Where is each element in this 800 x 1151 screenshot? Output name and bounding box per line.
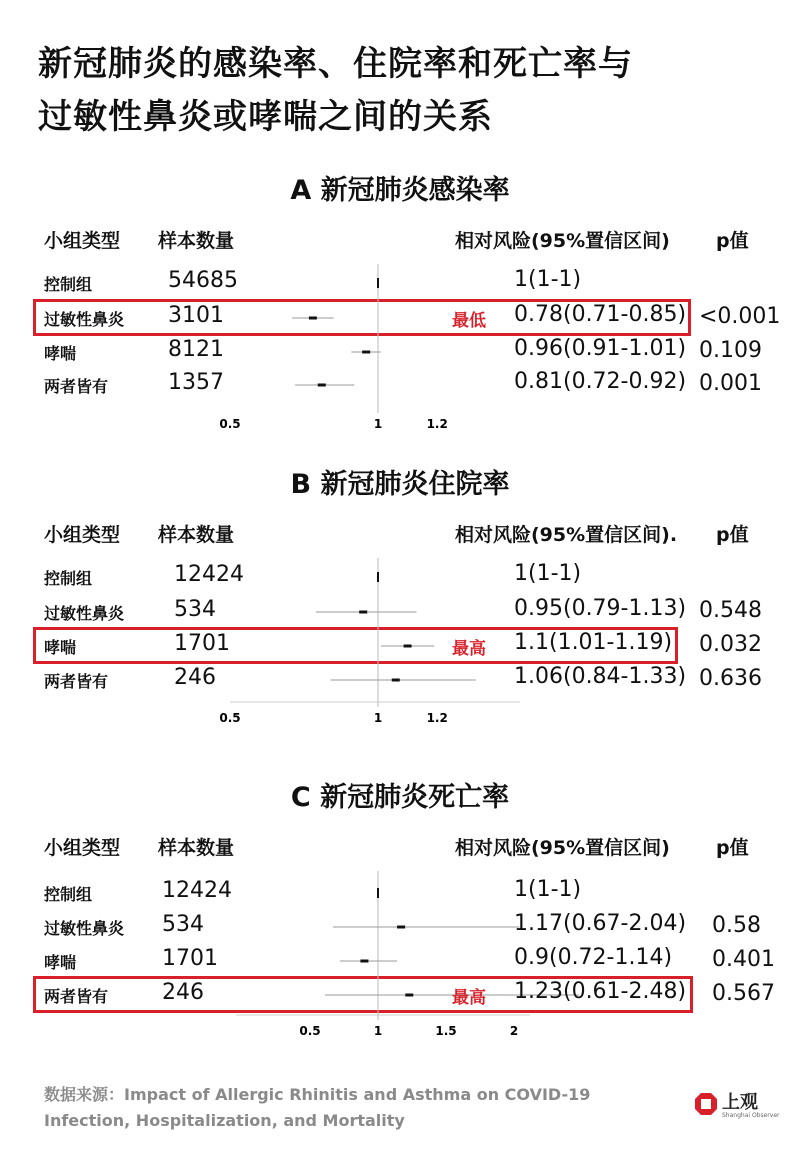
point-estimate xyxy=(405,994,413,997)
group-label: 过敏性鼻炎 xyxy=(44,919,125,938)
point-estimate xyxy=(377,572,379,582)
header-sample: 样本数量 xyxy=(158,230,235,252)
highlight-tag: 最高 xyxy=(452,988,486,1008)
logo-subtext: Shanghai Observer xyxy=(722,1112,780,1119)
panel-title: C 新冠肺炎死亡率 xyxy=(290,782,510,813)
sample-size: 534 xyxy=(174,597,216,622)
sample-size: 246 xyxy=(174,665,216,690)
p-value: 0.109 xyxy=(699,338,762,363)
main-title-line-1: 新冠肺炎的感染率、住院率和死亡率与 xyxy=(38,44,633,84)
group-label: 哮喘 xyxy=(44,344,77,363)
p-value: 0.636 xyxy=(699,666,762,691)
tick-label: 1.5 xyxy=(435,1024,457,1038)
point-estimate xyxy=(377,888,379,898)
header-rr: 相对风险(95%置信区间) xyxy=(455,837,670,859)
highlight-tag: 最低 xyxy=(452,311,486,331)
rr-ci-value: 1.06(0.84-1.33) xyxy=(514,664,687,689)
tick-label: 1.2 xyxy=(426,711,448,725)
main-title-line-2: 过敏性鼻炎或哮喘之间的关系 xyxy=(38,97,493,137)
rr-ci-value: 0.9(0.72-1.14) xyxy=(514,945,673,970)
source-note xyxy=(44,1082,604,1134)
point-estimate xyxy=(377,278,379,288)
tick-label: 0.5 xyxy=(299,1024,321,1038)
logo-mark-icon xyxy=(694,1092,718,1116)
sample-size: 246 xyxy=(162,980,204,1005)
tick-label: 1 xyxy=(373,417,383,431)
rr-ci-value: 1(1-1) xyxy=(514,561,582,586)
sample-size: 12424 xyxy=(162,878,232,903)
point-estimate xyxy=(397,926,405,929)
header-group: 小组类型 xyxy=(44,524,121,546)
group-label: 两者皆有 xyxy=(44,672,109,691)
rr-ci-value: 0.78(0.71-0.85) xyxy=(514,302,687,327)
group-label: 控制组 xyxy=(44,569,93,588)
forest-panel xyxy=(0,462,800,762)
sample-size: 1357 xyxy=(168,370,224,395)
p-value: 0.548 xyxy=(699,598,762,623)
rr-ci-value: 0.81(0.72-0.92) xyxy=(514,369,687,394)
p-value: 0.567 xyxy=(712,981,775,1006)
point-estimate xyxy=(359,611,367,614)
p-value: 0.001 xyxy=(699,371,762,396)
p-value: 0.032 xyxy=(699,632,762,657)
point-estimate xyxy=(392,679,400,682)
panel-title: B 新冠肺炎住院率 xyxy=(290,469,510,500)
rr-ci-value: 1.23(0.61-2.48) xyxy=(514,979,687,1004)
p-value: 0.401 xyxy=(712,947,775,972)
forest-panel xyxy=(0,775,800,1075)
sample-size: 1701 xyxy=(174,631,230,656)
logo xyxy=(694,1088,780,1128)
header-rr: 相对风险(95%置信区间) xyxy=(455,230,670,252)
point-estimate xyxy=(309,317,317,320)
point-estimate xyxy=(360,960,368,963)
sample-size: 8121 xyxy=(168,337,224,362)
source-text: Impact of Allergic Rhinitis and Asthma on COVID-19 Infection, Hospitalization, and Mortality xyxy=(44,1085,591,1130)
header-sample: 样本数量 xyxy=(158,524,235,546)
group-label: 哮喘 xyxy=(44,953,77,972)
rr-ci-value: 1(1-1) xyxy=(514,267,582,292)
header-rr: 相对风险(95%置信区间). xyxy=(455,524,678,546)
rr-ci-value: 1.17(0.67-2.04) xyxy=(514,911,687,936)
header-p: p值 xyxy=(716,524,749,546)
highlight-tag: 最高 xyxy=(452,639,486,659)
point-estimate xyxy=(318,384,326,387)
tick-label: 0.5 xyxy=(219,417,241,431)
sample-size: 1701 xyxy=(162,946,218,971)
rr-ci-value: 1(1-1) xyxy=(514,877,582,902)
forest-panel xyxy=(0,168,800,468)
tick-label: 1 xyxy=(373,1024,383,1038)
header-group: 小组类型 xyxy=(44,837,121,859)
panel-title: A 新冠肺炎感染率 xyxy=(290,175,510,206)
point-estimate xyxy=(404,645,412,648)
p-value: <0.001 xyxy=(699,304,781,329)
header-sample: 样本数量 xyxy=(158,837,235,859)
sample-size: 534 xyxy=(162,912,204,937)
group-label: 过敏性鼻炎 xyxy=(44,604,125,623)
sample-size: 12424 xyxy=(174,562,244,587)
tick-label: 0.5 xyxy=(219,711,241,725)
sample-size: 54685 xyxy=(168,268,238,293)
rr-ci-value: 0.95(0.79-1.13) xyxy=(514,596,687,621)
source-label: 数据来源： xyxy=(44,1085,125,1104)
header-p: p值 xyxy=(716,837,749,859)
p-value: 0.58 xyxy=(712,913,761,938)
group-label: 过敏性鼻炎 xyxy=(44,310,125,329)
group-label: 哮喘 xyxy=(44,638,77,657)
group-label: 控制组 xyxy=(44,275,93,294)
tick-label: 1 xyxy=(373,711,383,725)
point-estimate xyxy=(362,351,370,354)
logo-text: 上观 xyxy=(722,1092,758,1113)
group-label: 控制组 xyxy=(44,885,93,904)
group-label: 两者皆有 xyxy=(44,987,109,1006)
tick-label: 1.2 xyxy=(426,417,448,431)
group-label: 两者皆有 xyxy=(44,377,109,396)
rr-ci-value: 1.1(1.01-1.19) xyxy=(514,630,673,655)
sample-size: 3101 xyxy=(168,303,224,328)
header-group: 小组类型 xyxy=(44,230,121,252)
header-p: p值 xyxy=(716,230,749,252)
rr-ci-value: 0.96(0.91-1.01) xyxy=(514,336,687,361)
tick-label: 2 xyxy=(509,1024,519,1038)
